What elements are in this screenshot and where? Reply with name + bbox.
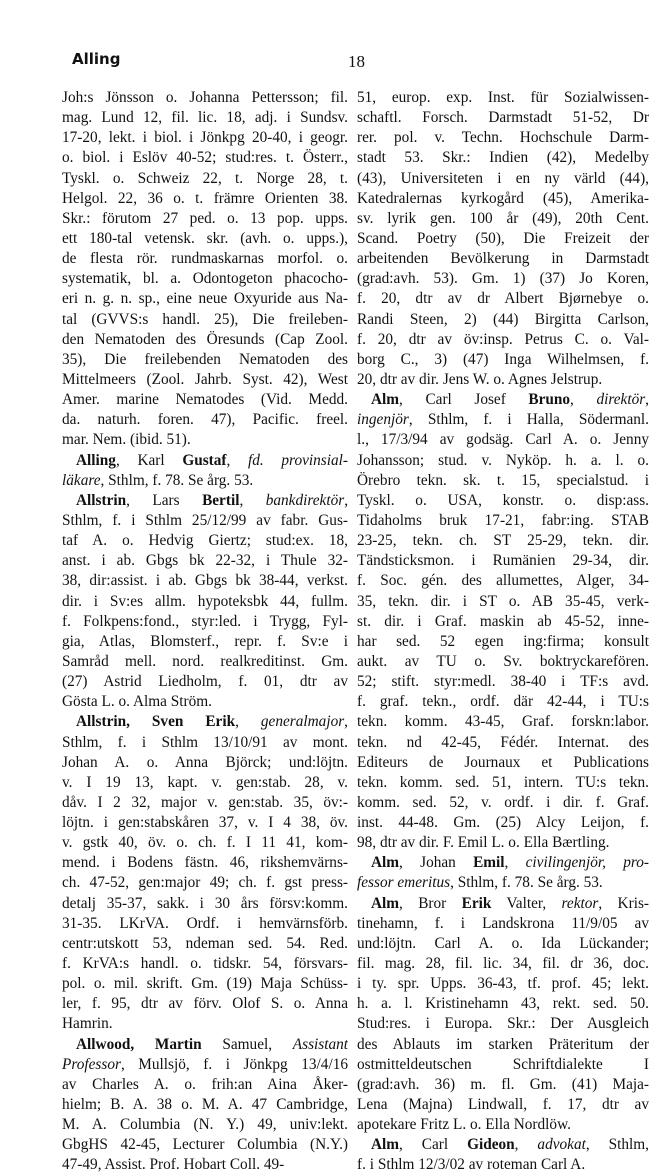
header-surname: Alling <box>72 50 121 68</box>
text-line: i ty. spr. Upps. 36-43, tf. prof. 45; lekt. <box>357 975 649 993</box>
text-line: f. KrVA:s handl. o. tidskr. 54, försvars- <box>62 955 348 973</box>
text-line: tinehamn, f. i Landskrona 11/9/05 av <box>357 914 649 932</box>
text-line: 20, dtr av dir. Jens W. o. Agnes Jelstrup. <box>357 370 603 388</box>
text-line: f. 20, dtr av öv:insp. Petrus C. o. Val- <box>357 330 649 348</box>
text-line: da. naturh. foren. 47), Pacific. freel. <box>62 411 348 429</box>
text-line: taf A. o. Hedvig Giertz; stud:ex. 18, <box>62 532 348 550</box>
text-line: 23-25, tekn. ch. ST 25-29, tekn. dir. <box>357 532 649 550</box>
text-line: Randi Steen, 2) (44) Birgitta Carlson, <box>357 310 649 328</box>
text-line: Stud:res. i Europa. Skr.: Der Ausgleich <box>357 1015 649 1033</box>
text-line: komm. sed. 52, v. ordf. i dir. f. Graf. <box>357 793 649 811</box>
text-line: mag. Lund 12, fil. lic. 18, adj. i Sundsv. <box>62 109 348 127</box>
text-line: ler, f. 95, dtr av förv. Olof S. o. Anna <box>62 995 348 1013</box>
text-line: Mittelmeers (Zool. Jahrb. Syst. 42), West <box>62 370 348 388</box>
text-line: st. dir. i Graf. maskin ab 45-52, inne- <box>357 612 649 630</box>
text-line: fil. mag. 28, fil. lic. 34, fil. dr 36, doc. <box>357 955 649 973</box>
text-line: inst. 44-48. Gm. (25) Alcy Leijon, f. <box>357 814 649 832</box>
text-line: apotekare Fritz L. o. Ella Nordlöw. <box>357 1116 571 1134</box>
text-line: Amer. marine Nematodes (Vid. Medd. <box>62 391 348 409</box>
text-line: (grad:avh. 53). Gm. 1) (37) Jo Koren, <box>357 270 649 288</box>
text-line: aukt. av TU o. Sv. boktryckarefören. <box>357 652 649 670</box>
text-line: o. biol. i Eslöv 40-52; stud:res. t. Österr., <box>62 149 348 167</box>
text-line: 38, dir:assist. i ab. Gbgs bk 38-44, verkst. <box>62 572 348 590</box>
text-line: Sthlm, f. i Sthlm 25/12/99 av fabr. Gus- <box>62 511 348 529</box>
text-line: Tidaholms bruk 17-21, fabr:ing. STAB <box>357 511 649 529</box>
text-line: Helgol. 22, 36 o. t. främre Orienten 38. <box>62 189 348 207</box>
text-line: 31-35. LKrVA. Ordf. i hemvärnsförb. <box>62 914 348 932</box>
text-line: arbeitenden Bevölkerung in Darmstadt <box>357 250 649 268</box>
text-line: anst. i ab. Gbgs bk 22-32, i Thule 32- <box>62 552 348 570</box>
text-line: M. A. Columbia (N. Y.) 49, univ:lekt. <box>62 1116 348 1134</box>
text-line: Tyskl. o. Schweiz 22, t. Norge 28, t. <box>62 169 348 187</box>
text-line: 51, europ. exp. Inst. für Sozialwissen- <box>357 89 649 106</box>
text-line: gia, Atlas, Blomsterf., repr. f. Sv:e i <box>62 632 348 650</box>
text-line: f. graf. tekn., ordf. där 42-44, i TU:s <box>357 693 649 711</box>
text-line: Johansson; stud. v. Nyköp. h. a. l. o. <box>357 451 649 469</box>
text-line: Alling, Karl Gustaf, fd. provinsial- <box>76 451 348 469</box>
text-line: und:löjtn. Carl A. o. Ida Lückander; <box>357 934 649 952</box>
text-line: mar. Nem. (ibid. 51). <box>62 431 191 449</box>
text-line: Alm, Carl Gideon, advokat, Sthlm, <box>371 1136 649 1154</box>
text-line: h. a. l. Kristinehamn 43, rekt. sed. 50. <box>357 995 649 1013</box>
text-line: (grad:avh. 36) m. fl. Gm. (41) Maja- <box>357 1075 649 1093</box>
text-line: f. Soc. gén. des allumettes, Alger, 34- <box>357 572 649 590</box>
left-column <box>62 88 348 1176</box>
text-line: v. I 19 13, kapt. v. gen:stab. 28, v. <box>62 773 348 791</box>
text-line: de flesta rör. rundmaskarnas morfol. o. <box>62 250 348 268</box>
running-header <box>0 50 672 74</box>
text-line: Allwood, Martin Samuel, Assistant <box>76 1035 348 1053</box>
text-line: den Nematoden des Öresunds (Cap Zool. <box>62 330 348 348</box>
text-line: dir. i Sv:es allm. hypoteksbk 44, fullm. <box>62 592 348 610</box>
text-line: Editeurs de Journaux et Publications <box>357 753 649 771</box>
text-line: Professor, Mullsjö, f. i Jönkpg 13/4/16 <box>62 1055 348 1073</box>
text-line: ch. 47-52, gen:major 49; ch. f. gst press- <box>62 874 348 892</box>
text-line: tekn. komm. sed. 51, intern. TU:s tekn. <box>357 773 649 791</box>
text-line: av Charles A. o. frih:an Aina Åker- <box>62 1075 348 1093</box>
text-line: detalj 35-37, sakk. i 30 års försv:komm. <box>62 894 348 912</box>
text-line: 47-49, Assist. Prof. Hobart Coll. 49- <box>62 1156 285 1174</box>
text-line: dåv. I 2 32, major v. gen:stab. 35, öv:- <box>62 793 348 811</box>
text-line: v. gstk 40, öv. o. ch. f. I 11 41, kom- <box>62 834 348 852</box>
text-line: 98, dtr av dir. F. Emil L. o. Ella Bærtling. <box>357 834 610 852</box>
text-line: Alm, Carl Josef Bruno, direktör, <box>371 391 649 409</box>
text-line: Alm, Johan Emil, civilingenjör, pro- <box>371 854 649 872</box>
text-line: 52; stift. styr:medl. 38-40 i TF:s avd. <box>357 673 649 691</box>
text-line: läkare, Sthlm, f. 78. Se årg. 53. <box>62 471 254 489</box>
text-line: Allstrin, Sven Erik, generalmajor, <box>76 713 348 731</box>
text-line: Joh:s Jönsson o. Johanna Pettersson; fil. <box>62 89 348 106</box>
text-line: centr:utskott 53, ndeman sed. 54. Red. <box>62 934 348 952</box>
text-line: f. Folkpens:fond., styr:led. i Trygg, Fyl- <box>62 612 348 630</box>
text-line: sv. lyrik gen. 100 år (49), 20th Cent. <box>357 209 649 227</box>
text-line: Samråd mell. nord. realkreditinst. Gm. <box>62 652 348 670</box>
text-line: fessor emeritus, Sthlm, f. 78. Se årg. 53. <box>357 874 603 892</box>
text-line: eri n. g. n. sp., eine neue Oxyuride aus Na- <box>62 290 348 308</box>
text-line: hielm; B. A. 38 o. M. A. 47 Cambridge, <box>62 1096 348 1114</box>
text-line: schaftl. Forsch. Darmstadt 51-52, Dr <box>357 109 649 127</box>
text-line: l., 17/3/94 av godsäg. Carl A. o. Jenny <box>357 431 649 449</box>
text-line: Scand. Poetry (50), Die Freizeit der <box>357 229 649 247</box>
text-line: stadt 53. Skr.: Indien (42), Medelby <box>357 149 649 167</box>
text-line: f. 20, dtr av dr Albert Bjørnebye o. <box>357 290 649 308</box>
text-line: tal (GVVS:s handl. 25), Die freileben- <box>62 310 348 328</box>
text-line: Sthlm, f. i Sthlm 13/10/91 av mont. <box>62 733 348 751</box>
text-line: 35, tekn. dir. i ST o. AB 35-45, verk- <box>357 592 649 610</box>
text-line: tekn. nd 42-45, Fédér. Internat. des <box>357 733 649 751</box>
text-line: tekn. komm. 43-45, Graf. forskn:labor. <box>357 713 649 731</box>
right-column <box>357 88 649 1176</box>
text-line: GbgHS 42-45, Lecturer Columbia (N.Y.) <box>62 1136 348 1154</box>
text-line: Katedralernas kyrkogård (45), Amerika- <box>357 189 649 207</box>
text-line: Skr.: förutom 27 ped. o. 13 pop. upps. <box>62 209 348 227</box>
text-line: ingenjör, Sthlm, f. i Halla, Södermanl. <box>357 411 649 429</box>
text-line: (43), Universiteten i en ny värld (44), <box>357 169 649 187</box>
text-line: (27) Astrid Liedholm, f. 01, dtr av <box>62 673 348 691</box>
text-line: Gösta L. o. Alma Ström. <box>62 693 212 711</box>
page-number: 18 <box>348 52 365 71</box>
text-line: ett 180-tal vetensk. skr. (avh. o. upps.), <box>62 229 348 247</box>
text-line: Lena (Majna) Lindwall, f. 17, dtr av <box>357 1096 649 1114</box>
text-line: f. i Sthlm 12/3/02 av roteman Carl A. <box>357 1156 586 1174</box>
text-line: Alm, Bror Erik Valter, rektor, Kris- <box>371 894 649 912</box>
text-line: löjtn. i gen:stabskåren 37, v. I 4 38, öv. <box>62 814 348 832</box>
text-line: 35), Die freilebenden Nematoden des <box>62 350 348 368</box>
text-line: Tyskl. o. USA, konstr. o. disp:ass. <box>357 491 649 509</box>
text-line: har sed. 52 egen ing:firma; konsult <box>357 632 649 650</box>
text-line: Johan A. o. Anna Björck; und:löjtn. <box>62 753 348 771</box>
text-line: 17-20, lekt. i biol. i Jönkpg 20-40, i geogr. <box>62 129 348 147</box>
text-line: des Ablauts im starken Präteritum der <box>357 1035 649 1053</box>
text-line: rer. pol. v. Techn. Hochschule Darm- <box>357 129 649 147</box>
text-line: mend. i Bodens fästn. 46, rikshemvärns- <box>62 854 348 872</box>
text-line: ostmitteldeutschen Schriftdialekte I <box>357 1055 649 1073</box>
text-line: pol. o. mil. skrift. Gm. (19) Maja Schüss- <box>62 975 348 993</box>
text-line: Hamrin. <box>62 1015 113 1033</box>
text-line: Tändsticksmon. i Rumänien 29-34, dir. <box>357 552 649 570</box>
text-line: borg C., 3) (47) Inga Wilhelmsen, f. <box>357 350 649 368</box>
text-line: systematik, bl. a. Odontogeton phacocho- <box>62 270 348 288</box>
text-line: Örebro tekn. sk. t. 15, specialstud. i <box>357 471 649 489</box>
text-line: Allstrin, Lars Bertil, bankdirektör, <box>76 491 348 509</box>
